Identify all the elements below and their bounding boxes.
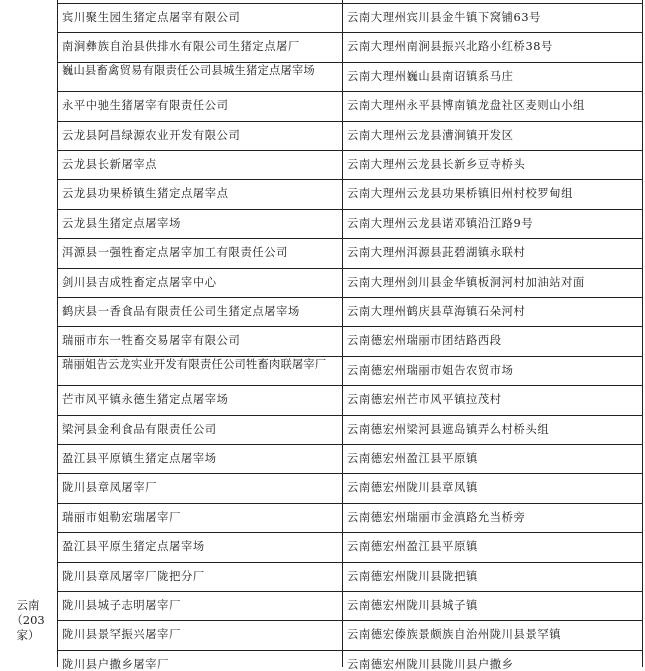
company-name-cell: 陇川县户撒乡屠宰厂 xyxy=(62,657,170,671)
company-name-cell: 芒市风平镇永德生猪定点屠宰场 xyxy=(62,393,229,407)
company-name-cell: 云龙县阿昌绿源农业开发有限公司 xyxy=(62,128,241,142)
address-cell: 云南德宏州陇川县章凤镇 xyxy=(347,481,478,495)
company-name-cell: 南涧彝族自治县供排水有限公司生猪定点屠厂 xyxy=(62,40,300,54)
address-cell: 云南大理州永平县博南镇龙盘社区麦则山小组 xyxy=(347,99,585,113)
row-divider xyxy=(57,238,643,239)
company-name-cell: 永平中驰生猪屠宰有限责任公司 xyxy=(62,99,229,113)
row-divider xyxy=(57,326,643,327)
address-cell: 云南德宏州陇川县陇川县户撒乡 xyxy=(347,657,514,671)
row-divider xyxy=(57,297,643,298)
column-divider xyxy=(642,0,643,667)
row-divider xyxy=(57,444,643,445)
row-divider xyxy=(57,91,643,92)
row-divider xyxy=(57,209,643,210)
company-name-cell: 陇川县章凤屠宰厂陇把分厂 xyxy=(62,569,205,583)
row-divider xyxy=(57,591,643,592)
address-cell: 云南大理州云龙县诺邓镇沿江路9号 xyxy=(347,216,534,230)
address-cell: 云南大理州云龙县漕涧镇开发区 xyxy=(347,128,514,142)
address-cell: 云南德宏傣族景颇族自治州陇川县景罕镇 xyxy=(347,628,562,642)
company-name-cell: 云龙县功果桥镇生猪定点屠宰点 xyxy=(62,187,229,201)
address-cell: 云南大理州洱源县茈碧湖镇永联村 xyxy=(347,246,526,260)
company-name-cell: 瑞丽市姐勒宏瑞屠宰厂 xyxy=(62,510,181,524)
address-cell: 云南德宏州瑞丽市金滇路允当桥旁 xyxy=(347,510,526,524)
company-name-cell: 瑞丽市东一牲畜交易屠宰有限公司 xyxy=(62,334,241,348)
row-divider xyxy=(57,150,643,151)
company-name-cell: 云龙县长新屠宰点 xyxy=(62,158,158,171)
address-cell: 云南德宏州梁河县遮岛镇弄么村桥头组 xyxy=(347,422,550,436)
row-divider xyxy=(57,650,643,651)
row-divider xyxy=(57,268,643,269)
company-name-cell: 陇川县章凤屠宰厂 xyxy=(62,481,158,495)
address-cell: 云南大理州巍山县南诏镇系马庄 xyxy=(347,69,514,83)
row-divider xyxy=(57,3,643,4)
address-cell: 云南德宏州瑞丽市姐告农贸市场 xyxy=(347,363,514,377)
company-name-cell: 盈江县平原镇生猪定点屠宰场 xyxy=(62,452,217,465)
company-name-cell: 陇川县城子志明屠宰厂 xyxy=(62,599,181,612)
company-name-cell: 梁河县金利食品有限责任公司 xyxy=(62,422,217,436)
company-name-cell: 盈江县平原生猪定点屠宰场 xyxy=(62,540,205,554)
company-name-cell: 洱源县一强牲畜定点屠宰加工有限责任公司 xyxy=(62,246,289,260)
address-cell: 云南大理州南涧县振兴北路小红桥38号 xyxy=(347,40,553,54)
row-divider xyxy=(57,473,643,474)
region-count: （203 xyxy=(11,613,45,627)
address-cell: 云南大理州鹤庆县草海镇石朵河村 xyxy=(347,305,526,318)
region-cell xyxy=(8,598,48,643)
address-cell: 云南德宏州瑞丽市团结路西段 xyxy=(347,334,502,348)
company-name-cell: 剑川县吉成牲畜定点屠宰中心 xyxy=(62,275,217,289)
company-name-cell: 宾川聚生园生猪定点屠宰有限公司 xyxy=(62,11,241,24)
address-cell: 云南德宏州盈江县平原镇 xyxy=(347,540,478,554)
company-name-cell: 巍山县畜禽贸易有限责任公司县城生猪定点屠宰场 xyxy=(62,63,315,77)
address-cell: 云南德宏州芒市风平镇拉茂村 xyxy=(347,393,502,407)
row-divider xyxy=(57,532,643,533)
row-divider xyxy=(57,385,643,386)
address-cell: 云南大理州云龙县功果桥镇旧州村校罗甸组 xyxy=(347,187,574,201)
address-cell: 云南德宏州盈江县平原镇 xyxy=(347,452,478,465)
column-divider xyxy=(57,0,58,667)
region-name: 云南 xyxy=(16,598,40,612)
row-divider xyxy=(57,503,643,504)
company-name-cell: 鹤庆县一香食品有限责任公司生猪定点屠宰场 xyxy=(62,305,300,318)
address-cell: 云南大理州宾川县金牛镇下窝铺63号 xyxy=(347,11,542,24)
row-divider xyxy=(57,179,643,180)
row-divider xyxy=(57,32,643,33)
region-unit: 家） xyxy=(16,628,40,642)
address-cell: 云南德宏州陇川县陇把镇 xyxy=(347,569,478,583)
row-divider xyxy=(57,121,643,122)
address-cell: 云南大理州剑川县金华镇板洞河村加油站对面 xyxy=(347,275,585,289)
company-name-cell: 云龙县生猪定点屠宰场 xyxy=(62,216,181,230)
row-divider xyxy=(57,562,643,563)
row-divider xyxy=(57,415,643,416)
row-divider xyxy=(57,620,643,621)
address-cell: 云南德宏州陇川县城子镇 xyxy=(347,599,478,612)
company-name-cell: 瑞丽姐告云龙实业开发有限责任公司牲畜肉联屠宰厂 xyxy=(62,357,327,371)
address-cell: 云南大理州云龙县长新乡豆寺桥头 xyxy=(347,158,526,171)
column-divider xyxy=(342,0,343,667)
company-name-cell: 陇川县景罕振兴屠宰厂 xyxy=(62,628,181,642)
